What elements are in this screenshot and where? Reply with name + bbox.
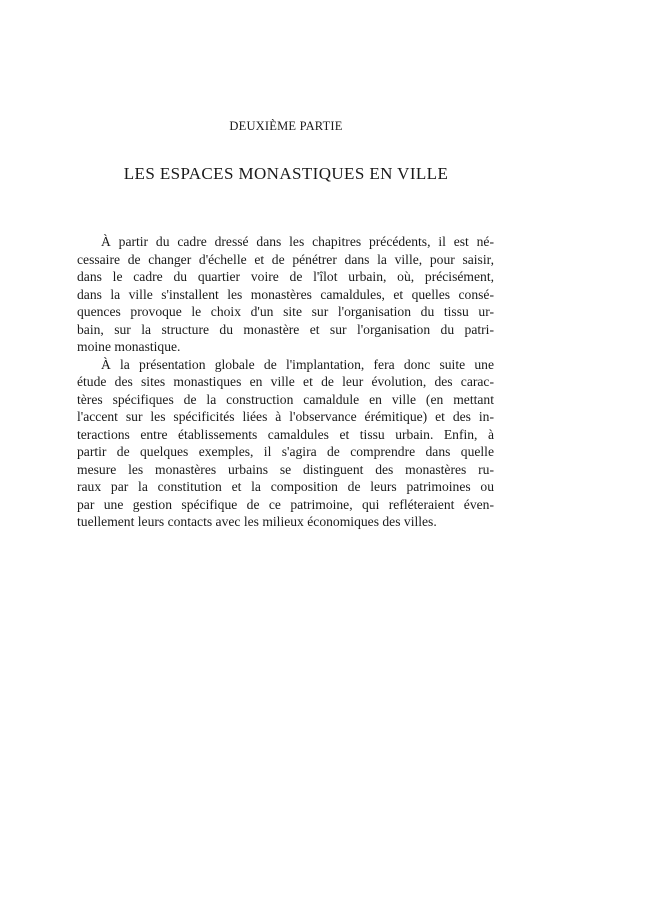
text-line: par une gestion spécifique de ce patrimoine, qui refléteraient éven- bbox=[77, 496, 494, 512]
text-line: tères spécifiques de la construction camaldule en ville (en mettant bbox=[77, 391, 494, 407]
text-line: raux par la constitution et la composition de leurs patrimoines ou bbox=[77, 479, 494, 494]
text-line: dans la ville s'installent les monastères camaldules, et quelles consé- bbox=[77, 286, 494, 302]
text-line: tuellement leurs contacts avec les milieux économiques des villes. bbox=[77, 514, 437, 529]
text-line: quences provoque le choix d'un site sur l'organisation du tissu ur- bbox=[77, 304, 494, 319]
text-line: mesure les monastères urbains se distinguent des monastères ru- bbox=[77, 461, 494, 477]
text-line: dans le cadre du quartier voire de l'îlot urbain, où, précisément, bbox=[77, 269, 494, 284]
paragraph-1 bbox=[77, 233, 494, 356]
body-text bbox=[77, 233, 494, 531]
text-line: moine monastique. bbox=[77, 339, 181, 354]
text-line: À partir du cadre dressé dans les chapitres précédents, il est né- bbox=[101, 234, 494, 249]
text-line: étude des sites monastiques en ville et de leur évolution, des carac- bbox=[77, 374, 494, 389]
part-title: LES ESPACES MONASTIQUES EN VILLE bbox=[123, 164, 449, 183]
part-label: DEUXIÈME PARTIE bbox=[229, 119, 343, 133]
text-line: bain, sur la structure du monastère et sur l'organisation du patri- bbox=[77, 321, 494, 337]
text-line: À la présentation globale de l'implantation, fera donc suite une bbox=[101, 356, 494, 372]
text-line: l'accent sur les spécificités liées à l'observance érémitique) et des in- bbox=[77, 409, 494, 424]
paragraph-2 bbox=[77, 356, 494, 531]
text-line: cessaire de changer d'échelle et de pénétrer dans la ville, pour saisir, bbox=[77, 251, 494, 267]
text-line: partir de quelques exemples, il s'agira de comprendre dans quelle bbox=[77, 444, 494, 459]
text-line: teractions entre établissements camaldules et tissu urbain. Enfin, à bbox=[77, 426, 494, 442]
